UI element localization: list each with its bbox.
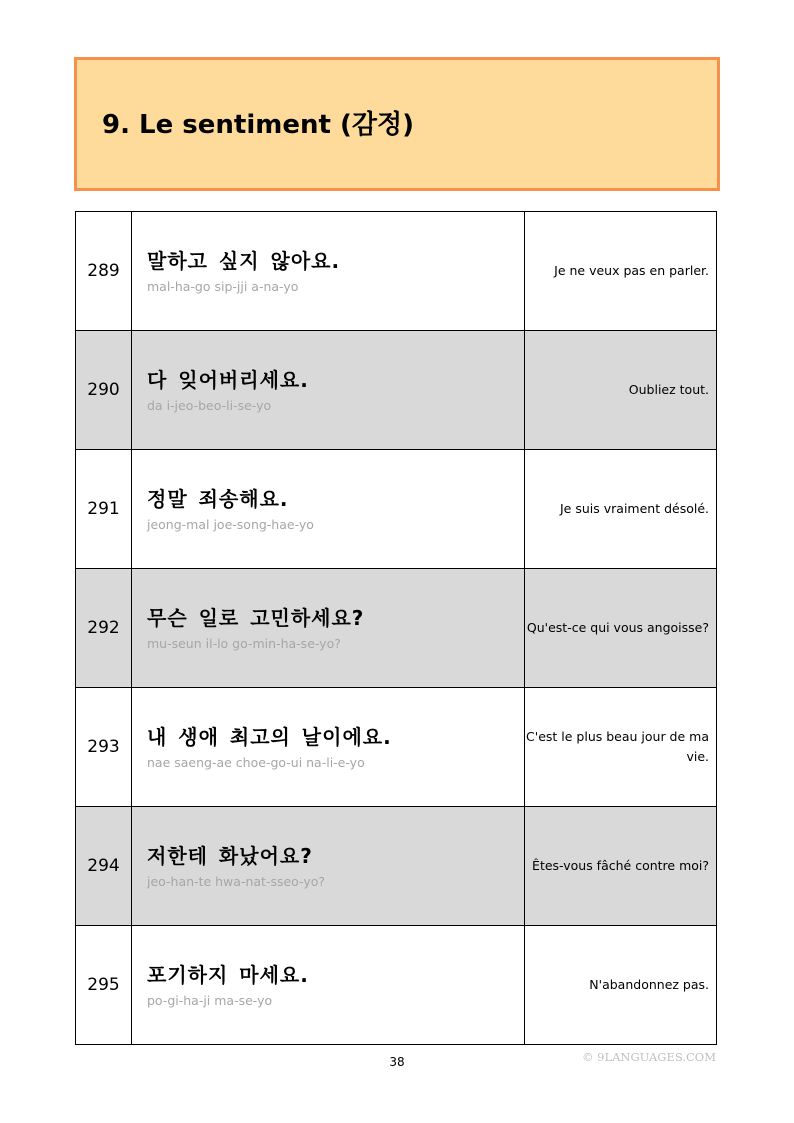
section-title: 9. Le sentiment (감정) [102,110,414,140]
copyright-watermark: © 9LANGUAGES.COM [581,1050,716,1064]
table-row [76,450,717,569]
page-number: 38 [389,1055,405,1069]
phrase-number: 289 [76,212,132,331]
romanization: mal-ha-go sip-jji a-na-yo [147,278,299,294]
phrase-number: 295 [76,926,132,1045]
korean-phrase: 포기하지 마세요. [147,962,309,987]
translation: N'abandonnez pas. [525,926,717,1045]
translation: C'est le plus beau jour de ma vie. [525,688,717,807]
table-row [76,926,717,1045]
phrase-cell [132,331,525,450]
korean-phrase: 저한테 화났어요? [147,843,313,868]
table-row [76,807,717,926]
phrase-cell [132,450,525,569]
korean-phrase: 정말 죄송해요. [147,486,289,511]
translation: Oubliez tout. [525,331,717,450]
korean-phrase: 다 잊어버리세요. [147,367,309,392]
phrase-number: 290 [76,331,132,450]
phrase-number: 294 [76,807,132,926]
table-row [76,212,717,331]
translation: Êtes-vous fâché contre moi? [525,807,717,926]
table-row [76,569,717,688]
table-row [76,331,717,450]
phrase-cell [132,926,525,1045]
romanization: po-gi-ha-ji ma-se-yo [147,992,273,1008]
romanization: jeong-mal joe-song-hae-yo [147,516,314,532]
korean-phrase: 말하고 싶지 않아요. [147,248,341,273]
phrase-table [75,211,717,1045]
romanization: nae saeng-ae choe-go-ui na-li-e-yo [147,754,365,770]
translation: Qu'est-ce qui vous angoisse? [525,569,717,688]
korean-phrase: 무슨 일로 고민하세요? [147,605,365,630]
phrase-number: 293 [76,688,132,807]
romanization: da i-jeo-beo-li-se-yo [147,397,272,413]
table-row [76,688,717,807]
romanization: jeo-han-te hwa-nat-sseo-yo? [147,873,326,889]
korean-phrase: 내 생애 최고의 날이에요. [147,724,392,749]
phrase-number: 291 [76,450,132,569]
section-title-box [74,57,720,191]
phrase-cell [132,688,525,807]
phrase-cell [132,569,525,688]
romanization: mu-seun il-lo go-min-ha-se-yo? [147,635,341,651]
phrase-cell [132,212,525,331]
phrase-number: 292 [76,569,132,688]
translation: Je suis vraiment désolé. [525,450,717,569]
translation: Je ne veux pas en parler. [525,212,717,331]
phrase-cell [132,807,525,926]
